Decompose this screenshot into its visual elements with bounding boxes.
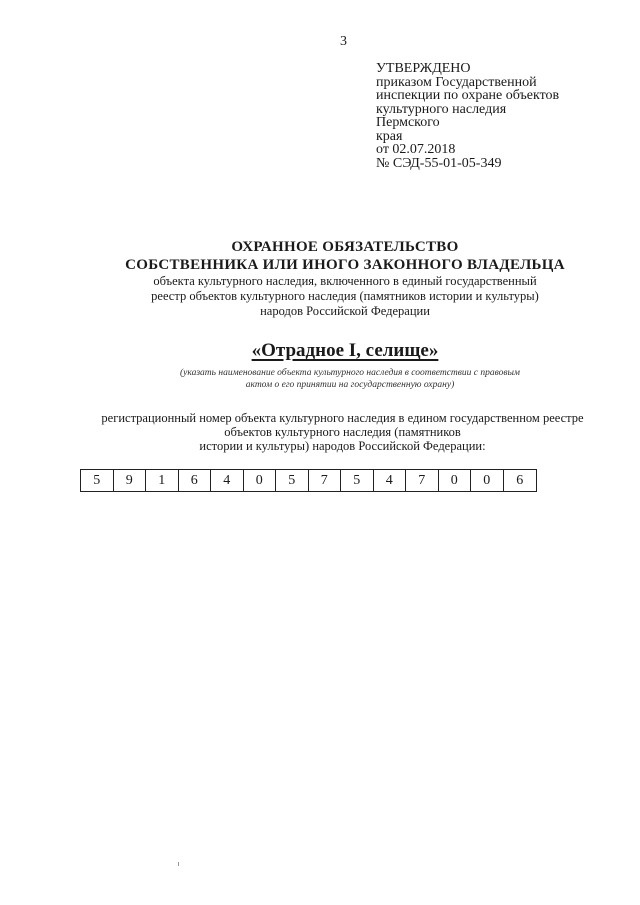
registration-digit: 5 <box>81 470 114 491</box>
registration-digit: 6 <box>516 473 524 488</box>
subtitle-line-1: объекта культурного наследия, включенного в единый государственный <box>153 274 537 288</box>
registration-digit: 7 <box>406 470 439 491</box>
registration-line-3: истории и культуры) народов Российской Федерации: <box>199 439 486 453</box>
approval-line: приказом Государственной <box>376 74 537 90</box>
title-line-2: СОБСТВЕННИКА ИЛИ ИНОГО ЗАКОННОГО ВЛАДЕЛЬЦА <box>125 257 565 273</box>
subtitle-line-2: реестр объектов культурного наследия (памятников истории и культуры) <box>151 289 539 303</box>
registration-digit: 1 <box>146 470 179 491</box>
approval-line: от 02.07.2018 <box>376 142 456 157</box>
approval-line: культурного наследия <box>376 101 507 117</box>
registration-digit: 4 <box>374 470 407 491</box>
registration-line-2: объектов культурного наследия (памятников <box>224 425 461 439</box>
approval-stamp <box>376 62 559 170</box>
registration-digit: 0 <box>439 470 472 491</box>
hint-line-1: (указать наименование объекта культурного наследия в соответствии с правовым <box>180 368 520 378</box>
hint-line-2: актом о его принятии на государственную охрану) <box>245 380 455 390</box>
object-name-hint <box>150 367 550 391</box>
registration-digit: 0 <box>244 470 277 491</box>
registration-number-grid <box>80 469 537 492</box>
scan-artifact <box>178 862 179 866</box>
subtitle-line-3: народов Российской Федерации <box>260 304 430 318</box>
document-title <box>60 238 630 319</box>
registration-digit: 4 <box>211 470 244 491</box>
registration-digit: 0 <box>471 470 504 491</box>
approval-line: инспекции по охране объектов <box>376 88 560 103</box>
registration-digit: 7 <box>309 470 342 491</box>
registration-digit: 5 <box>341 470 374 491</box>
page-number: 3 <box>340 34 347 49</box>
registration-label <box>80 411 605 453</box>
registration-digit: 9 <box>114 470 147 491</box>
registration-line-1: регистрационный номер объекта культурного наследия в едином государственном реестре <box>101 411 584 425</box>
approval-line: № СЭД-55-01-05-349 <box>376 155 502 171</box>
title-line-1: ОХРАННОЕ ОБЯЗАТЕЛЬСТВО <box>231 239 459 255</box>
approval-line: края <box>376 128 403 144</box>
object-name <box>60 340 630 362</box>
registration-digit: 5 <box>276 470 309 491</box>
approval-line: УТВЕРЖДЕНО <box>376 61 471 76</box>
approval-line: Пермского <box>376 115 440 130</box>
registration-digit: 6 <box>179 470 212 491</box>
object-name-text: «Отрадное I, селище» <box>251 340 439 361</box>
